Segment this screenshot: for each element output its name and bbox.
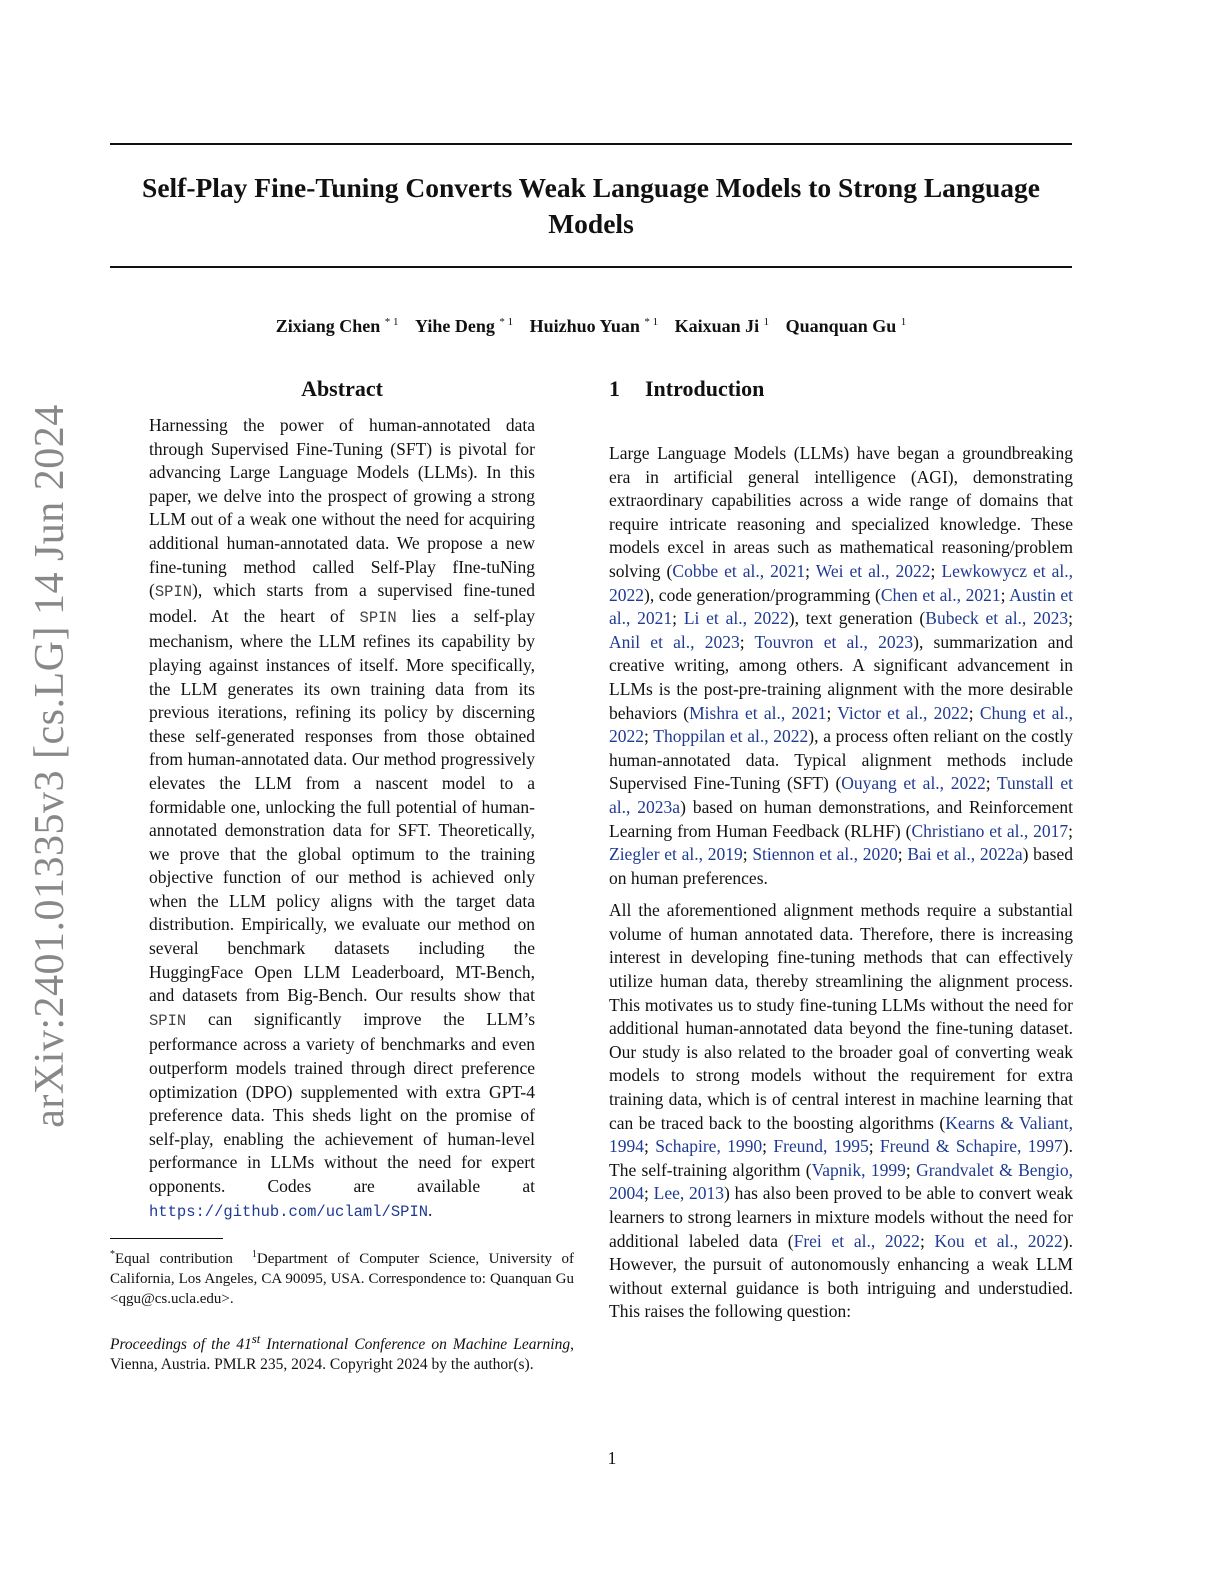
citation-link[interactable]: Mishra et al., 2021	[689, 702, 827, 723]
author: Kaixuan Ji $^1$	[674, 316, 770, 336]
citation-link[interactable]: Lewkowycz et al., 2022	[609, 560, 1074, 605]
author: Zixiang Chen $^{* 1}$	[275, 316, 399, 336]
method-name: SPIN	[154, 583, 193, 602]
citation-link[interactable]: Grandvalet & Bengio, 2004	[609, 1159, 1074, 1204]
left-column	[110, 374, 574, 1375]
citation-link[interactable]: Schapire, 1990	[655, 1136, 763, 1157]
citation-link[interactable]: Ouyang et al., 2022	[841, 773, 986, 794]
citation-link[interactable]: Kearns & Valiant, 1994	[609, 1112, 1073, 1157]
citation-link[interactable]: Wei et al., 2022	[815, 560, 931, 581]
citation-link[interactable]: Anil et al., 2023	[609, 631, 740, 652]
citation-link[interactable]: Tunstall et al., 2023a	[609, 773, 1073, 817]
citation-link[interactable]: Victor et al., 2022	[837, 702, 969, 723]
citation-link[interactable]: Li et al., 2022	[683, 608, 789, 629]
author: Huizhuo Yuan $^{* 1}$	[529, 316, 659, 336]
abstract-text: Harnessing the power of human-annotated data through Supervised Fine-Tuning (SFT) is pivotal for advancing Large Language Models (LLMs). In this paper, we delve into the prospect of growing a strong LLM out of a weak one without the need for acquiring additional human-annotated data. We propose a new fine-tuning method called Self-Play fIne-tuNing (SPIN), which starts from a supervised fine-tuned model. At the heart of SPIN lies a self-play mechanism, where the LLM refines its capability by playing against instances of itself. More specifically, the LLM generates its own training data from its previous iterations, refining its policy by discerning these self-generated responses from those obtained from human-annotated data. Our method progressively elevates the LLM from a nascent model to a formidable one, unlocking the full potential of human-annotated demonstration data for SFT. Theoretically, we prove that the global optimum to the training objective function of our method is achieved only when the LLM policy aligns with the target data distribution. Empirically, we evaluate our method on several benchmark datasets including the HuggingFace Open LLM Leaderboard, MT-Bench, and datasets from Big-Bench. Our results show that SPIN can significantly improve the LLM’s performance across a variety of benchmarks and even outperform models trained through direct preference optimization (DPO) supplemented with extra GPT-4 preference data. This sheds light on the promise of self-play, enabling the achievement of human-level performance in LLMs without the need for expert opponents. Codes are available at https://github.com/uclaml/SPIN.	[149, 415, 535, 1221]
section-number: 1	[609, 376, 620, 401]
proceedings-note: Proceedings of the 41st International Conference on Machine Learning, Vienna, Austria. PMLR 235, 2024. Copyright 2024 by the author(s).	[110, 1331, 574, 1374]
intro-paragraph-1: Large Language Models (LLMs) have began a groundbreaking era in artificial general intelligence (AGI), demonstrating extraordinary capabilities across a wide range of domains that require intricate reasoning and specialized knowledge. These models excel in areas such as mathematical reasoning/problem solving (Cobbe et al., 2021; Wei et al., 2022; Lewkowycz et al., 2022), code generation/programming (Chen et al., 2021; Austin et al., 2021; Li et al., 2022), text generation (Bubeck et al., 2023; Anil et al., 2023; Touvron et al., 2023), summarization and creative writing, among others. A significant advancement in LLMs is the post-pre-training alignment with the more desirable behaviors (Mishra et al., 2021; Victor et al., 2022; Chung et al., 2022; Thoppilan et al., 2022), a process often reliant on the costly human-annotated data. Typical alignment methods include Supervised Fine-Tuning (SFT) (Ouyang et al., 2022; Tunstall et al., 2023a) based on human demonstrations, and Reinforcement Learning from Human Feedback (RLHF) (Christiano et al., 2017; Ziegler et al., 2019; Stiennon et al., 2020; Bai et al., 2022a) based on human preferences.	[609, 443, 1074, 888]
citation-link[interactable]: Stiennon et al., 2020	[752, 844, 898, 865]
citation-link[interactable]: Ziegler et al., 2019	[609, 844, 743, 865]
citation-link[interactable]: Chung et al., 2022	[609, 702, 1073, 747]
citation-link[interactable]: Vapnik, 1999	[811, 1159, 906, 1180]
paper-title: Self-Play Fine-Tuning Converts Weak Language Models to Strong Language Models	[142, 172, 1040, 239]
citation-link[interactable]: Freund & Schapire, 1997	[879, 1136, 1063, 1157]
citation-link[interactable]: Austin et al., 2021	[609, 584, 1073, 629]
citation-link[interactable]: Chen et al., 2021	[880, 584, 1001, 605]
citation-link[interactable]: Frei et al., 2022	[793, 1230, 920, 1251]
footnote-divider	[110, 1238, 223, 1239]
method-name: SPIN	[359, 608, 397, 627]
citation-link[interactable]: Bai et al., 2022a	[907, 844, 1023, 865]
author: Yihe Deng $^{* 1}$	[415, 316, 514, 336]
citation-link[interactable]: Bubeck et al., 2023	[925, 608, 1069, 629]
arxiv-identifier-text: arXiv:2401.01335v3 [cs.LG] 14 Jun 2024	[27, 404, 73, 1128]
abstract-heading: Abstract	[301, 376, 383, 401]
citation-link[interactable]: Cobbe et al., 2021	[672, 560, 806, 581]
author-list	[110, 310, 1072, 338]
citation-link[interactable]: Thoppilan et al., 2022	[653, 726, 809, 747]
page-number: 1	[607, 1448, 617, 1468]
author: Quanquan Gu $^1$	[785, 316, 907, 336]
intro-paragraph-2: All the aforementioned alignment methods require a substantial volume of human annotated data. Therefore, there is increasing interest in developing fine-tuning methods that can effectively utilize human data, thereby streamlining the alignment process. This motivates us to study fine-tuning LLMs without the need for additional human-annotated data beyond the fine-tuning dataset. Our study is also related to the broader goal of converting weak models to strong models without the requirement for extra training data, which is of central interest in machine learning that can be traced back to the boosting algorithms (Kearns & Valiant, 1994; Schapire, 1990; Freund, 1995; Freund & Schapire, 1997). The self-training algorithm (Vapnik, 1999; Grandvalet & Bengio, 2004; Lee, 2013) has also been proved to be able to convert weak learners to strong learners in mixture models without the need for additional labeled data (Frei et al., 2022; Kou et al., 2022). However, the pursuit of autonomously enhancing a weak LLM without external guidance is both intriguing and understudied. This raises the following question:	[609, 900, 1074, 1322]
title-rule-bottom	[110, 266, 1072, 268]
method-name: SPIN	[149, 1011, 187, 1030]
citation-link[interactable]: Christiano et al., 2017	[911, 820, 1069, 841]
section-heading-introduction: 1 Introduction	[609, 374, 1073, 404]
affiliation-footnote: *Equal contribution $^1$Department of Computer Science, University of California, Los Angeles, CA 90095, USA. Correspondence to: Quanquan Gu <qgu@cs.ucla.edu>.	[110, 1249, 574, 1308]
citation-link[interactable]: Lee, 2013	[653, 1183, 725, 1204]
right-column	[609, 374, 1073, 1333]
code-repository-link[interactable]: https://github.com/uclaml/SPIN	[149, 1202, 429, 1221]
citation-link[interactable]: Freund, 1995	[773, 1136, 869, 1157]
citation-link[interactable]: Kou et al., 2022	[934, 1230, 1063, 1251]
citation-link[interactable]: Touvron et al., 2023	[754, 631, 914, 652]
title-rule-top	[110, 143, 1072, 145]
